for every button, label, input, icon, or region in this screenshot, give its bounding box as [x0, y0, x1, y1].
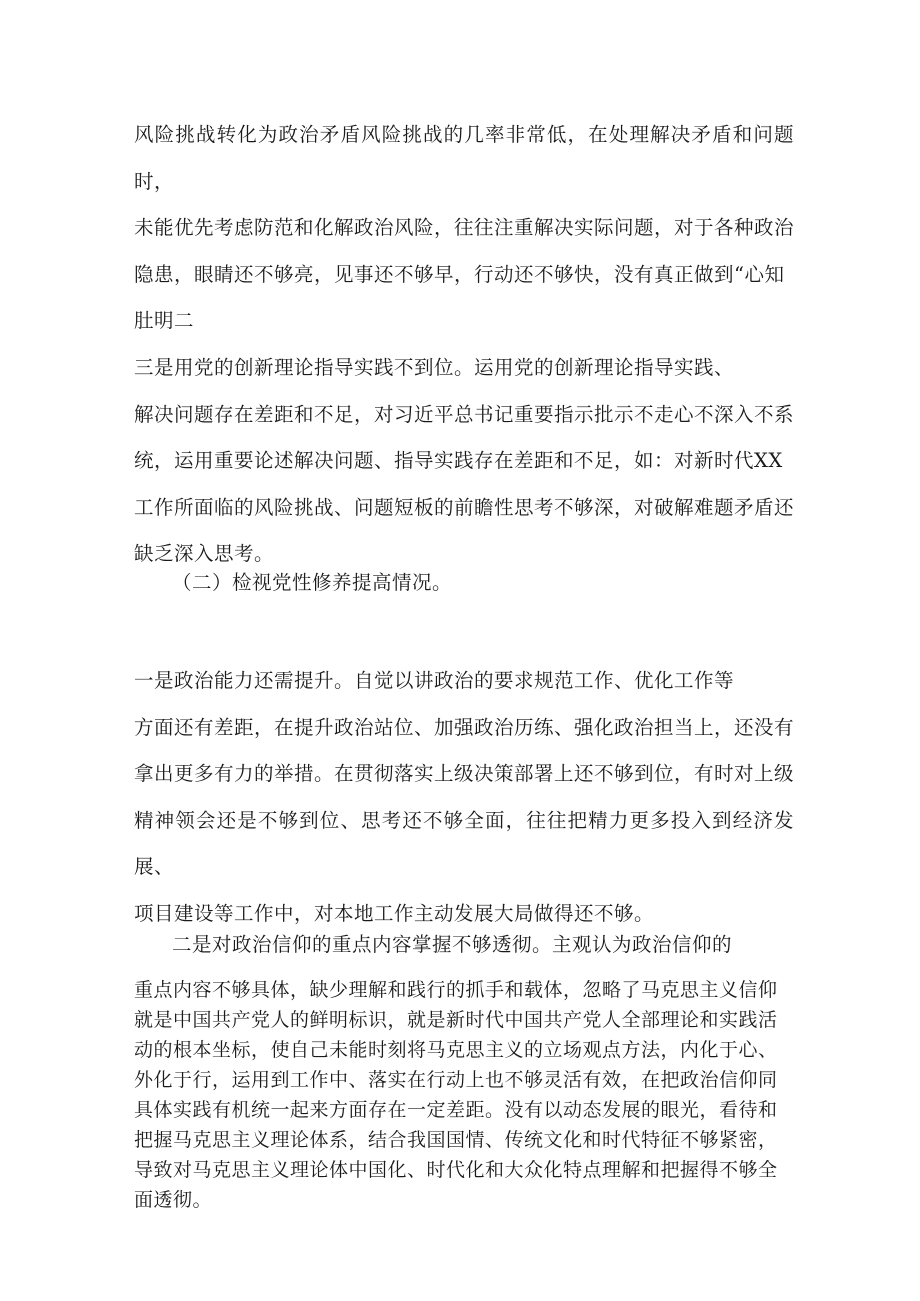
- paragraph-political-risk: 风险挑战转化为政治矛盾风险挑战的几率非常低，在处理解决矛盾和问题时， 未能优先考虑防范和化解政治风险，往往注重解决实际问题，对于各种政治 隐患，眼睛还不够亮，见事还不够早，行动还不够快，没有真正做到“心知 肚明二: [134, 123, 795, 333]
- paragraph-innovative-theory: 三是用党的创新理论指导实践不到位。运用党的创新理论指导实践、 解决问题存在差距和不足，对习近平总书记重要指示批示不走心不深入不系 统，运用重要论述解决问题、指导实践存在差距和不足，如：对新时代XX 工作所面临的风险挑战、问题短板的前瞻性思考不够深，对破解难题矛盾还 缺乏深入思考。: [134, 356, 795, 566]
- paragraph-political-belief-lead: 二是对政治信仰的重点内容掌握不够透彻。主观认为政治信仰的: [172, 933, 733, 956]
- paragraph-political-ability: 一是政治能力还需提升。自觉以讲政治的要求规范工作、优化工作等 方面还有差距，在提升政治站位、加强政治历练、强化政治担当上，还没有 拿出更多有力的举措。在贯彻落实上级决策部署上还不够到位，有时对上级 精神领会还是不够到位、思考还不够全面，往往把精力更多投入到经济发展、 项目建设等工作中，对本地工作主动发展大局做得还不够。: [134, 669, 795, 925]
- paragraph-political-belief-body: 重点内容不够具体，缺少理解和践行的抓手和载体，忽略了马克思主义信仰 就是中国共产党人的鲜明标识，就是新时代中国共产党人全部理论和实践活 动的根本坐标，使自己未能时刻将马克思主义的立场观点方法，内化于心、 外化于行，运用到工作中、落实在行动上也不够灵活有效，在把政治信仰同 具体实践有机统一起来方面存在一定差距。没有以动态发展的眼光，看待和 把握马克思主义理论体系，结合我国国情、传统文化和时代特征不够紧密， 导致对马克思主义理论体中国化、时代化和大众化特点理解和把握得不够全 面透彻。: [134, 979, 778, 1211]
- section-heading-party-spirit: （二）检视党性修养提高情况。: [172, 571, 453, 594]
